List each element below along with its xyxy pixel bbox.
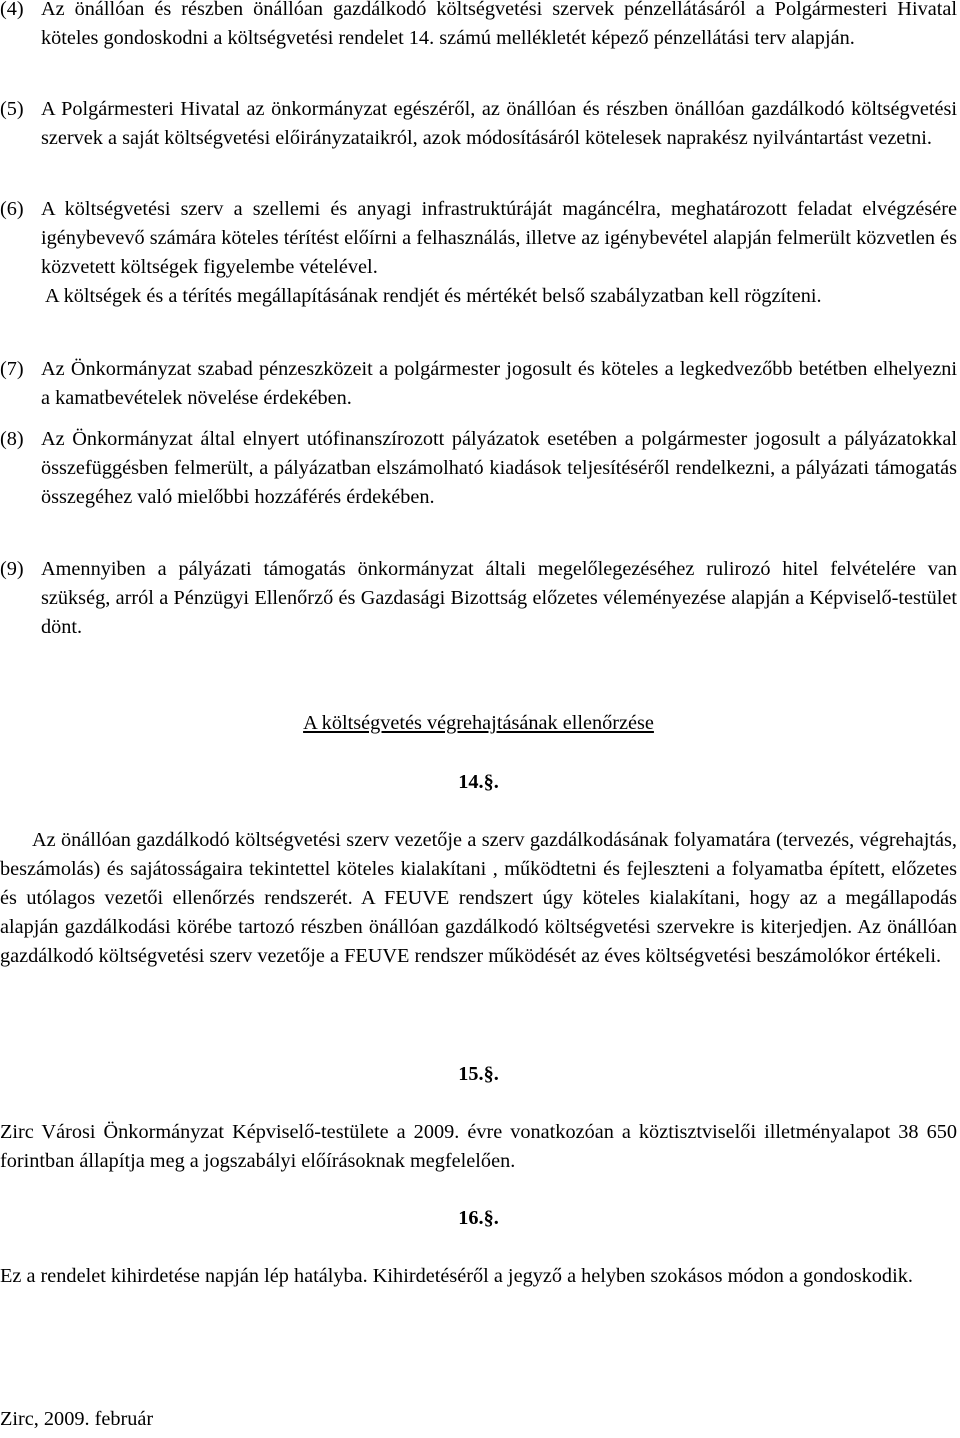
signoff-date: Zirc, 2009. február	[0, 1408, 154, 1430]
paragraph-text-continued: A költségek és a térítés megállapításának rendjét és mértékét belső szabályzatban kell rögzíteni.	[45, 285, 822, 307]
paragraph-text: A Polgármesteri Hivatal az önkormányzat egészéről, az önállóan és részben önállóan gazdálkodó költségvetési szervek a saját költségvetési előirányzataikról, azok módosításáról kötelesek naprakész nyilvántartást vezetni.	[41, 98, 957, 149]
paragraph-number: (9)	[0, 558, 24, 580]
paragraph-number: (7)	[0, 358, 24, 380]
section-heading: A költségvetés végrehajtásának ellenőrzése	[303, 712, 654, 734]
paragraph-6	[0, 195, 957, 311]
section-number-14: 14.§.	[458, 771, 499, 793]
paragraph-text: Az Önkormányzat által elnyert utófinanszírozott pályázatok esetében a polgármester jogosult a pályázatokkal összefüggésben felmerült, a pályázatban elszámolható kiadások teljesítéséről rendelkezni, a pályázati támogatás összegéhez való mielőbbi hozzáférés érdekében.	[41, 428, 957, 508]
paragraph-number: (4)	[0, 0, 24, 20]
section-14-text: Az önállóan gazdálkodó költségvetési szerv vezetője a szerv gazdálkodásának folyamatára (tervezés, végrehajtás, beszámolás) és sajátosságaira tekintettel köteles kialakítani , működtetni és fejleszteni a folyamatba épített, előzetes és utólagos vezetői ellenőrzés rendszerét. A FEUVE rendszert úgy köteles kialakítani, hogy az a megállapodás alapján gazdálkodási körébe tartozó részben önállóan gazdálkodó költségvetési szervekre is kiterjedjen. Az önállóan gazdálkodó költségvetési szerv vezetője a FEUVE rendszer működését az éves költségvetési beszámolókor értékeli.	[0, 829, 957, 967]
paragraph-8	[0, 425, 957, 512]
section-number-15: 15.§.	[458, 1063, 499, 1085]
section-16-text: Ez a rendelet kihirdetése napján lép hatályba. Kihirdetéséről a jegyző a helyben szokásos módon a gondoskodik.	[0, 1265, 913, 1287]
paragraph-number: (5)	[0, 98, 24, 120]
paragraph-text: Amennyiben a pályázati támogatás önkormányzat általi megelőlegezéséhez rulirozó hitel felvételére van szükség, arról a Pénzügyi Ellenőrző és Gazdasági Bizottság előzetes véleményezése alapján a Képviselő-testület dönt.	[41, 558, 957, 638]
paragraph-body	[41, 195, 957, 311]
section-15-text: Zirc Városi Önkormányzat Képviselő-testülete a 2009. évre vonatkozóan a köztisztviselői illetményalapot 38 650 forintban állapítja meg a jogszabályi előírásoknak megfelelően.	[0, 1121, 957, 1172]
paragraph-number: (8)	[0, 428, 24, 450]
paragraph-number: (6)	[0, 198, 24, 220]
paragraph-text: Az önállóan és részben önállóan gazdálkodó költségvetési szervek pénzellátásáról a Polgármesteri Hivatal köteles gondoskodni a költségvetési rendelet 14. számú mellékletét képező pénzellátási terv alapján.	[41, 0, 957, 49]
paragraph-7	[0, 355, 957, 413]
paragraph-5	[0, 95, 957, 153]
paragraph-9	[0, 555, 957, 642]
paragraph-text: A költségvetési szerv a szellemi és anyagi infrastruktúráját magáncélra, meghatározott feladat elvégzésére igénybevevő számára köteles térítést előírni a felhasználás, illetve az igénybevétel alapján felmerült közvetlen és közvetett költségek figyelembe vételével.	[41, 198, 957, 278]
section-number-16: 16.§.	[458, 1207, 499, 1229]
paragraph-text: Az Önkormányzat szabad pénzeszközeit a polgármester jogosult és köteles a legkedvezőbb betétben elhelyezni a kamatbevételek növelése érdekében.	[41, 358, 957, 409]
paragraph-4	[0, 0, 957, 53]
